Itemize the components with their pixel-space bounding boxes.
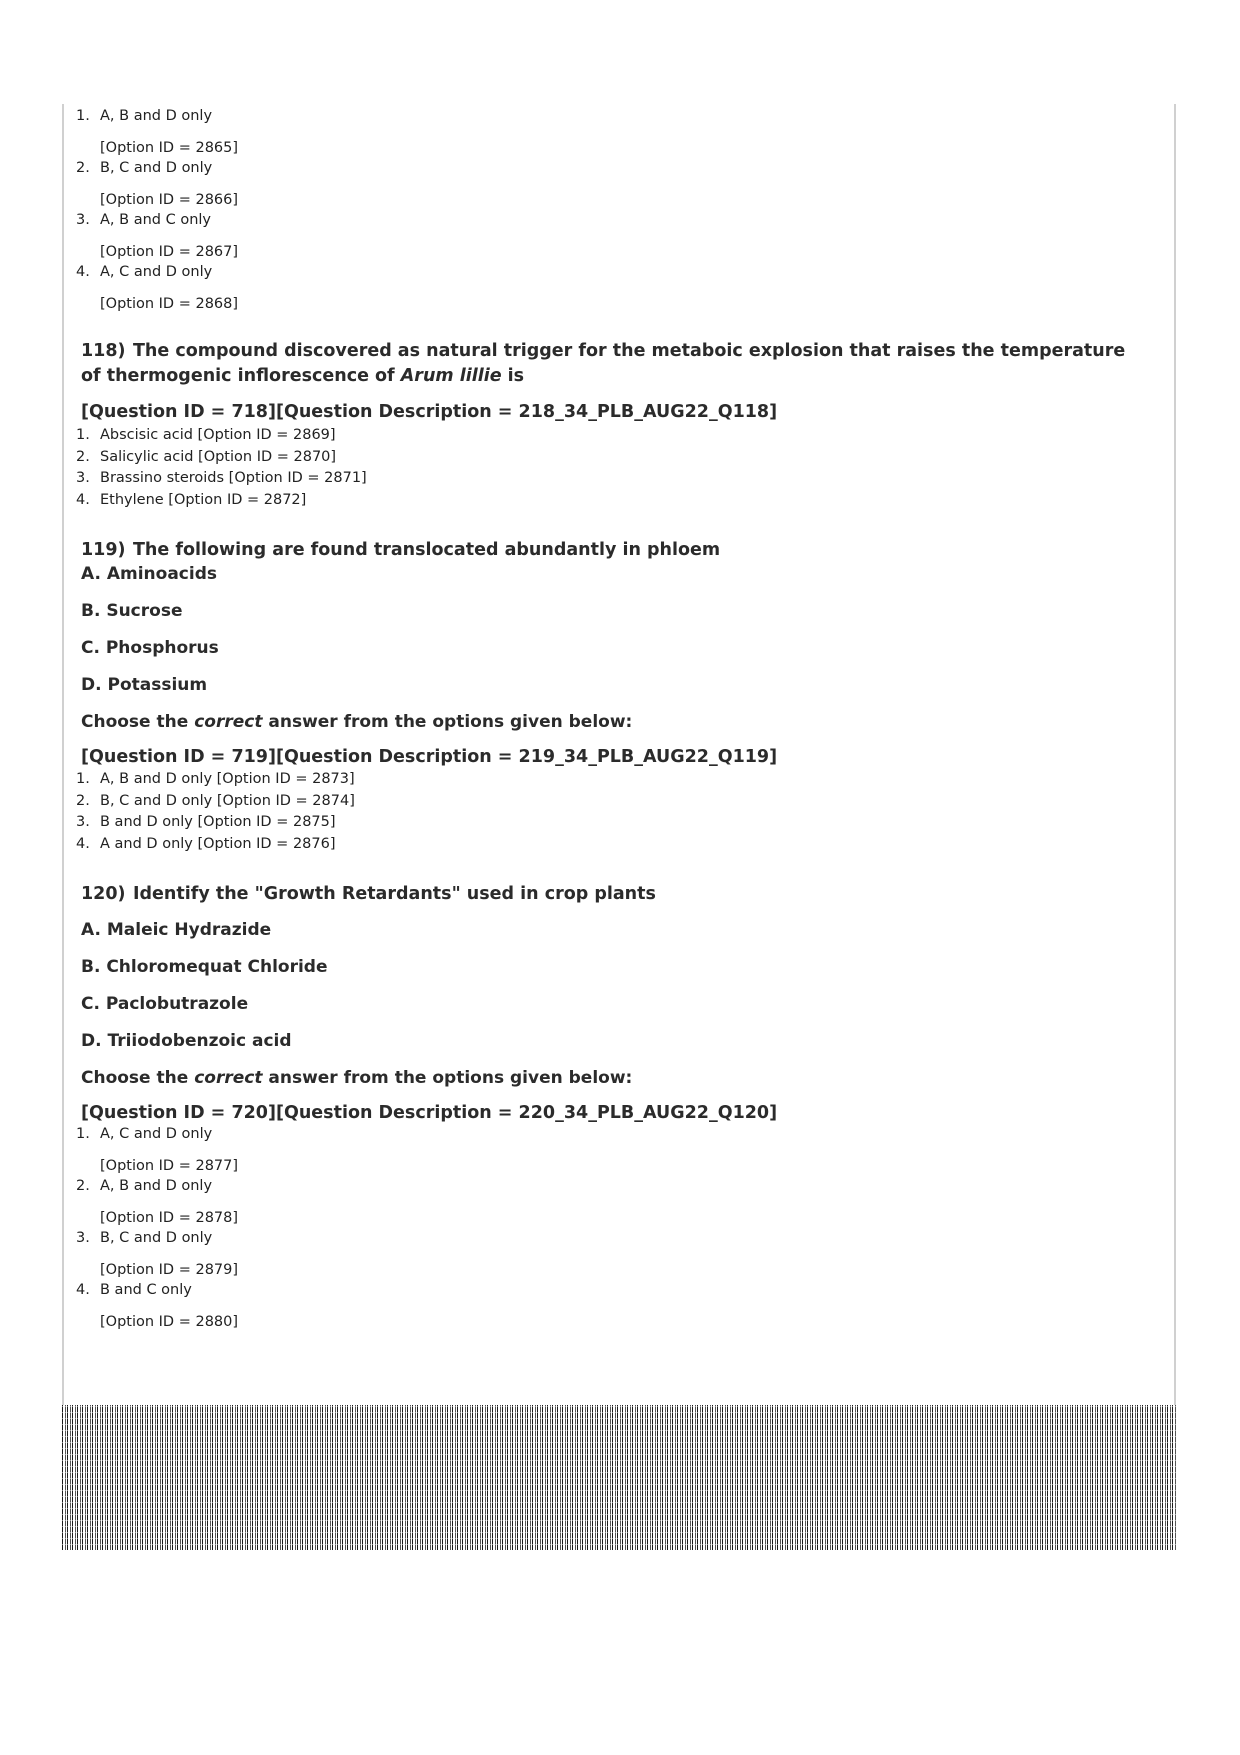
option-item: 2. B, C and D only [Option ID = 2874] <box>76 792 355 809</box>
question-content <box>62 104 1176 1331</box>
option-item: 1. A, C and D only <box>76 1126 213 1142</box>
question-120 <box>62 882 1176 1331</box>
option-item: 2. B, C and D only <box>76 160 213 176</box>
question-id: [Question ID = 718][Question Description = 218_34_PLB_AUG22_Q118] <box>81 402 778 422</box>
option-item: 1. A, B and D only <box>76 108 213 124</box>
option-item: 3. A, B and C only <box>76 212 211 228</box>
statement-item: C. Phosphorus <box>81 638 219 658</box>
barcode-overlay <box>62 1405 1176 1550</box>
option-id: [Option ID = 2868] <box>100 296 239 312</box>
option-item: 3. B and D only [Option ID = 2875] <box>76 814 336 830</box>
option-id: [Option ID = 2878] <box>100 1210 239 1226</box>
option-id: [Option ID = 2867] <box>100 244 239 260</box>
option-item: 4. A, C and D only <box>76 264 213 280</box>
choose-instruction: Choose the correct answer from the options given below: <box>81 712 633 732</box>
option-item: 4. A and D only [Option ID = 2876] <box>76 835 336 852</box>
option-item: 3. B, C and D only <box>76 1230 213 1246</box>
option-item: 1. Abscisic acid [Option ID = 2869] <box>76 427 336 443</box>
choose-instruction: Choose the correct answer from the options given below: <box>81 1068 633 1088</box>
question-text: 118) The compound discovered as natural trigger for the metaboic explosion that raises the temperature of thermogenic inflorescence of Arum lillie is <box>81 341 1126 386</box>
option-item: 4. Ethylene [Option ID = 2872] <box>76 491 307 508</box>
question-118 <box>62 339 1176 511</box>
option-item: 2. A, B and D only <box>76 1178 213 1194</box>
question-id: [Question ID = 720][Question Description = 220_34_PLB_AUG22_Q120] <box>81 1103 778 1123</box>
statement-item: C. Paclobutrazole <box>81 994 249 1014</box>
question-text: 120) Identify the "Growth Retardants" used in crop plants <box>81 884 656 904</box>
question-119 <box>62 538 1176 855</box>
statement-item: D. Potassium <box>81 675 208 695</box>
prev-options-list <box>62 107 1176 313</box>
option-item: 2. Salicylic acid [Option ID = 2870] <box>76 448 337 465</box>
question-text: 119) The following are found translocated abundantly in phloem <box>81 540 721 560</box>
option-item: 3. Brassino steroids [Option ID = 2871] <box>76 470 367 486</box>
statement-item: B. Chloromequat Chloride <box>81 957 328 977</box>
option-id: [Option ID = 2866] <box>100 192 239 208</box>
option-item: 1. A, B and D only [Option ID = 2873] <box>76 771 355 787</box>
question-id: [Question ID = 719][Question Description = 219_34_PLB_AUG22_Q119] <box>81 747 778 767</box>
statement-item: B. Sucrose <box>81 601 183 621</box>
option-id: [Option ID = 2877] <box>100 1158 239 1174</box>
option-id: [Option ID = 2879] <box>100 1262 239 1278</box>
statement-item: A. Aminoacids <box>81 564 217 584</box>
option-item: 4. B and C only <box>76 1282 192 1298</box>
option-id: [Option ID = 2880] <box>100 1314 239 1330</box>
statement-item: D. Triiodobenzoic acid <box>81 1031 292 1051</box>
option-id: [Option ID = 2865] <box>100 140 239 156</box>
statement-item: A. Maleic Hydrazide <box>81 920 272 940</box>
